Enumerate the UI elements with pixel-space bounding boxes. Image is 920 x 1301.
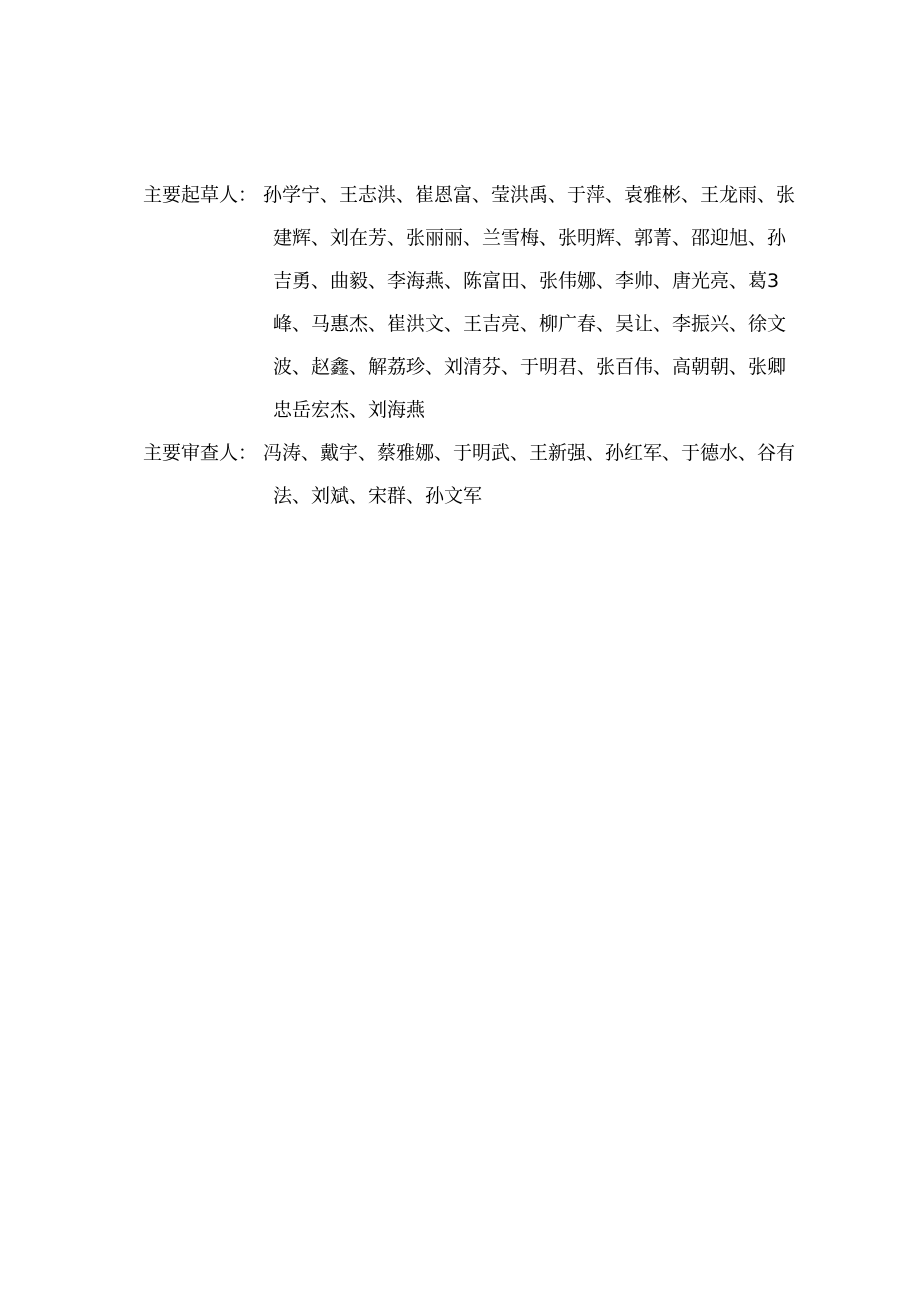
drafters-line-2 (143, 221, 843, 264)
drafters-names-line: 建辉、刘在芳、张丽丽、兰雪梅、张明辉、郭菁、邵迎旭、孙 (273, 227, 787, 249)
drafters-names-line: 忠岳宏杰、刘海燕 (273, 399, 426, 421)
drafters-line-1 (143, 178, 843, 221)
reviewers-label: 主要审查人： (143, 442, 258, 464)
drafters-names-line: 波、赵鑫、解荔珍、刘清芬、于明君、张百伟、高朝朝、张卿 (273, 356, 787, 378)
drafters-names-line: 吉勇、曲毅、李海燕、陈富田、张伟娜、李帅、唐光亮、葛3 (273, 270, 780, 292)
drafters-names-line: 孙学宁、王志洪、崔恩富、莹洪禹、于萍、袁雅彬、王龙雨、张 (263, 184, 796, 206)
reviewers-names-line: 法、刘斌、宋群、孙文军 (273, 485, 483, 507)
reviewers-line-1 (143, 436, 843, 479)
reviewers-names-line: 冯涛、戴宇、蔡雅娜、于明武、王新强、孙红军、于德水、谷有 (263, 442, 796, 464)
drafters-line-6 (143, 393, 843, 436)
drafters-line-5 (143, 350, 843, 393)
reviewers-line-2 (143, 479, 843, 522)
drafters-line-4 (143, 307, 843, 350)
drafters-names-line: 峰、马惠杰、崔洪文、王吉亮、柳广春、吴让、李振兴、徐文 (273, 313, 787, 335)
drafters-line-3 (143, 264, 843, 307)
drafters-section (143, 178, 843, 436)
drafters-label: 主要起草人： (143, 184, 258, 206)
reviewers-section (143, 436, 843, 522)
